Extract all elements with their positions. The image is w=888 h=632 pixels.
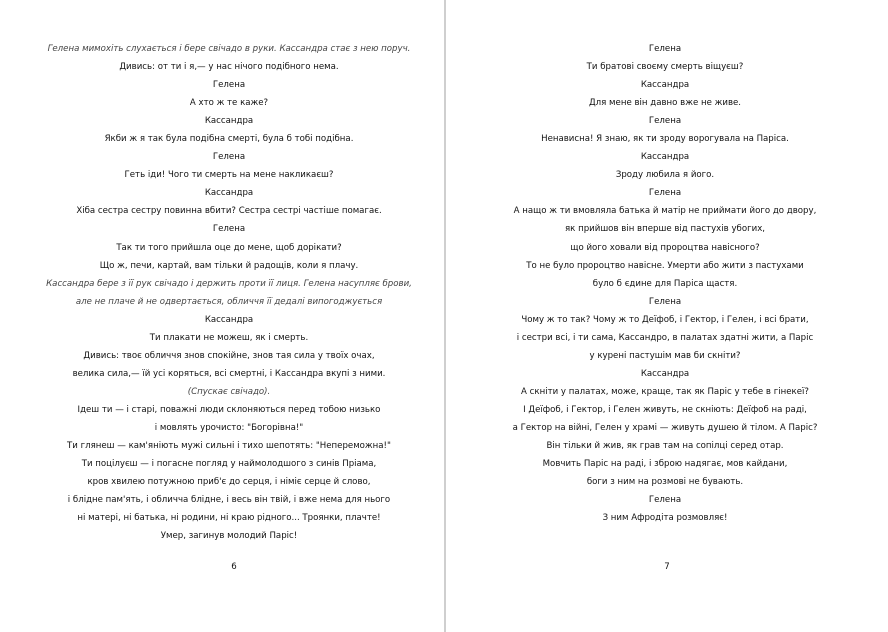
right-page-number: 7 bbox=[664, 562, 670, 572]
text-line: Ти братові своєму смерть віщуєш? bbox=[586, 62, 744, 73]
speaker-name: Кассандра bbox=[204, 188, 254, 199]
text-line: у курені пастушім мав би скніти? bbox=[589, 350, 741, 361]
text-line: велика сила,— їй усі коряться, всі смертні, і Кассандра вкупі з ними. bbox=[72, 368, 386, 379]
speaker-name: Кассандра bbox=[640, 368, 690, 379]
right-page bbox=[446, 0, 888, 632]
text-line: Ти глянеш — кам'яніють мужі сильні і тихо шепотять: "Непереможна!" bbox=[67, 441, 391, 452]
text-line: як прийшов він вперше від пастухів убогих, bbox=[564, 224, 766, 235]
speaker-name: Гелена bbox=[212, 80, 246, 91]
text-line: Якби ж я так була подібна смерті, була б тобі подібна. bbox=[104, 134, 354, 145]
text-line: і мовлять урочисто: "Богорівна!" bbox=[154, 422, 304, 433]
left-page-number: 6 bbox=[231, 562, 237, 572]
speaker-name: Гелена bbox=[648, 296, 682, 307]
text-line: Мовчить Паріс на раді, і зброю надягає, мов кайдани, bbox=[542, 459, 788, 470]
text-line: було б єдине для Паріса щастя. bbox=[592, 278, 738, 289]
text-line: А нащо ж ти вмовляла батька й матір не приймати його до двору, bbox=[513, 206, 817, 217]
text-line: Ненависна! Я знаю, як ти зроду ворогувала на Паріса. bbox=[541, 134, 789, 145]
text-line: що його ховали від пророцтва навісного? bbox=[570, 242, 760, 253]
text-line: Хіба сестра сестру повинна вбити? Сестра сестрі частіше помагає. bbox=[76, 206, 382, 217]
speaker-name: Гелена bbox=[212, 224, 246, 235]
stage-direction: Кассандра бере з її рук свічадо і держить проти її лиця. Гелена насупляє брови, bbox=[46, 278, 412, 289]
text-line: Він тільки й жив, як грав там на сопілці серед отар. bbox=[546, 441, 784, 452]
left-page-text bbox=[14, 40, 444, 545]
speaker-name: Кассандра bbox=[640, 152, 690, 163]
text-line: ні матері, ні батька, ні родини, ні краю рідного... Троянки, плачте! bbox=[77, 513, 381, 524]
speaker-name: Гелена bbox=[648, 495, 682, 506]
text-line: і сестри всі, і ти сама, Кассандро, в палатах здатні жити, а Паріс bbox=[516, 332, 814, 343]
text-line: З ним Афродіта розмовляє! bbox=[602, 513, 728, 524]
text-line: боги з ним на розмові не бувають. bbox=[586, 477, 744, 488]
text-line: Умер, загинув молодий Паріс! bbox=[160, 531, 298, 542]
speaker-name: Гелена bbox=[648, 44, 682, 54]
text-line: Так ти того прийшла оце до мене, щоб дорікати? bbox=[116, 242, 342, 253]
text-line: а Гектор на війні, Гелен у храмі — живуть душею й тілом. А Паріс? bbox=[512, 422, 818, 433]
speaker-name: Гелена bbox=[648, 188, 682, 199]
text-line: Для мене він давно вже не живе. bbox=[588, 98, 742, 109]
stage-direction: але не плаче й не одвертається, обличчя її дедалі випогоджується bbox=[75, 296, 383, 307]
speaker-name: Кассандра bbox=[640, 80, 690, 91]
stage-direction: Гелена мимохіть слухається і бере свічадо в руки. Кассандра стає з нею поруч. bbox=[47, 44, 411, 54]
text-line: А хто ж те каже? bbox=[189, 98, 269, 109]
text-line: Геть іди! Чого ти смерть на мене накликаєш? bbox=[124, 170, 334, 181]
text-line: Ти поцілуєш — і погасне погляд у наймолодшого з синів Пріама, bbox=[81, 459, 377, 470]
stage-direction: (Спускає свічадо). bbox=[187, 386, 271, 397]
text-line: Дивись: твоє обличчя знов спокійне, знов тая сила у твоїх очах, bbox=[83, 350, 375, 361]
text-line: кров хвилею потужною приб'є до серця, і німіє серце й слово, bbox=[87, 477, 371, 488]
text-line: Ідеш ти — і старі, поважні люди склоняються перед тобою низько bbox=[77, 404, 381, 415]
text-line: Чому ж то так? Чому ж то Деїфоб, і Гектор, і Гелен, і всі брати, bbox=[521, 314, 809, 325]
text-line: Дивись: от ти і я,— у нас нічого подібного нема. bbox=[119, 62, 339, 73]
text-line: То не було пророцтво навісне. Умерти або жити з пастухами bbox=[526, 260, 804, 271]
right-page-text bbox=[446, 40, 884, 527]
speaker-name: Гелена bbox=[648, 116, 682, 127]
text-line: і блідне пам'ять, і обличча блідне, і весь він твій, і вже нема для нього bbox=[67, 495, 391, 506]
text-line: Що ж, печи, картай, вам тільки й радощів, коли я плачу. bbox=[99, 260, 359, 271]
text-line: А скніти у палатах, може, краще, так як Паріс у тебе в гінекеї? bbox=[521, 386, 809, 397]
text-line: І Деїфоб, і Гектор, і Гелен живуть, не скніють: Деїфоб на раді, bbox=[523, 404, 807, 415]
text-line: Ти плакати не можеш, як і смерть. bbox=[149, 332, 309, 343]
speaker-name: Кассандра bbox=[204, 116, 254, 127]
speaker-name: Кассандра bbox=[204, 314, 254, 325]
speaker-name: Гелена bbox=[212, 152, 246, 163]
text-line: Зроду любила я його. bbox=[615, 170, 715, 181]
